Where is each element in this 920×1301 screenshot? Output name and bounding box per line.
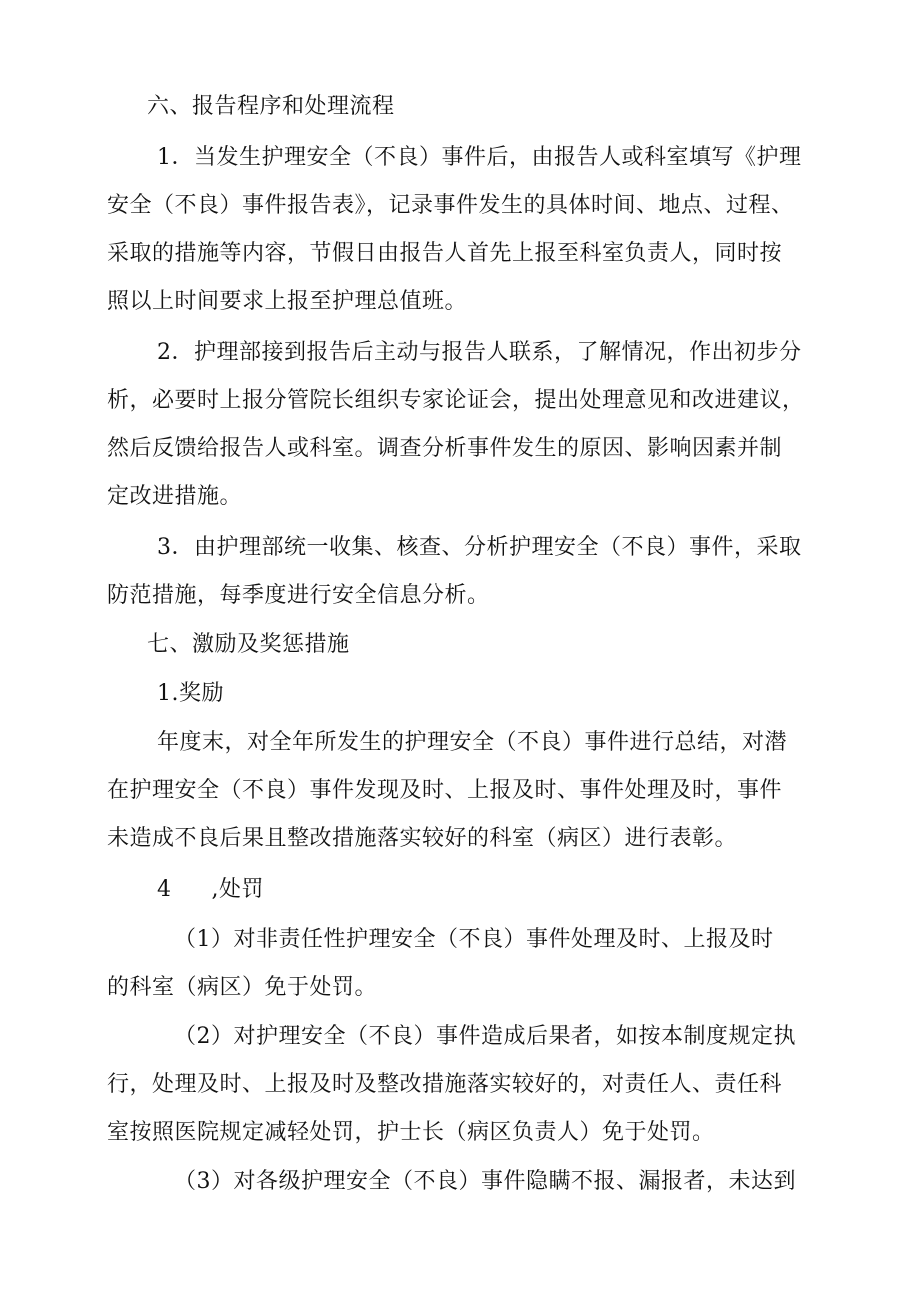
paragraph-line: 未造成不良后果且整改措施落实较好的科室（病区）进行表彰。 bbox=[107, 826, 738, 851]
paragraph-line: （2）对护理安全（不良）事件造成后果者，如按本制度规定执 bbox=[174, 1024, 796, 1049]
paragraph-line: 然后反馈给报告人或科室。调查分析事件发生的原因、影响因素并制 bbox=[107, 436, 783, 461]
section-heading-incentives: 七、激励及奖惩措施 bbox=[147, 632, 350, 657]
paragraph-line: （1）对非责任性护理安全（不良）事件处理及时、上报及时 bbox=[174, 927, 774, 952]
paragraph-line: 采取的措施等内容，节假日由报告人首先上报至科室负责人，同时按 bbox=[107, 241, 783, 266]
paragraph-line: 的科室（病区）免于处罚。 bbox=[107, 975, 378, 1000]
paragraph-line: 析，必要时上报分管院长组织专家论证会，提出处理意见和改进建议， bbox=[107, 388, 805, 413]
paragraph-line: 定改进措施。 bbox=[107, 484, 243, 509]
subheading-reward: 1.奖励 bbox=[157, 681, 224, 706]
subheading-penalty-number: 4 bbox=[157, 877, 172, 902]
paragraph-line: 行，处理及时、上报及时及整改措施落实较好的，对责任人、责任科 bbox=[107, 1072, 783, 1097]
paragraph-line: 室按照医院规定减轻处罚，护士长（病区负责人）免于处罚。 bbox=[107, 1120, 715, 1145]
subheading-penalty bbox=[157, 875, 264, 905]
paragraph-line: 安全（不良）事件报告表》，记录事件发生的具体时间、地点、过程、 bbox=[107, 193, 794, 218]
paragraph-line: 年度末，对全年所发生的护理安全（不良）事件进行总结，对潜 bbox=[157, 730, 788, 755]
paragraph-line: 1．当发生护理安全（不良）事件后，由报告人或科室填写《护理 bbox=[157, 145, 802, 170]
paragraph-line: 在护理安全（不良）事件发现及时、上报及时、事件处理及时，事件 bbox=[107, 778, 783, 803]
paragraph-line: 防范措施，每季度进行安全信息分析。 bbox=[107, 583, 490, 608]
subheading-penalty-label: ,处罚 bbox=[211, 877, 264, 902]
paragraph-line: （3）对各级护理安全（不良）事件隐瞒不报、漏报者，未达到 bbox=[174, 1169, 796, 1194]
section-heading-report-procedure: 六、报告程序和处理流程 bbox=[147, 94, 395, 119]
paragraph-line: 照以上时间要求上报至护理总值班。 bbox=[107, 289, 468, 314]
paragraph-line: 3．由护理部统一收集、核查、分析护理安全（不良）事件，采取 bbox=[157, 535, 802, 560]
paragraph-line: 2．护理部接到报告后主动与报告人联系，了解情况，作出初步分 bbox=[157, 340, 802, 365]
